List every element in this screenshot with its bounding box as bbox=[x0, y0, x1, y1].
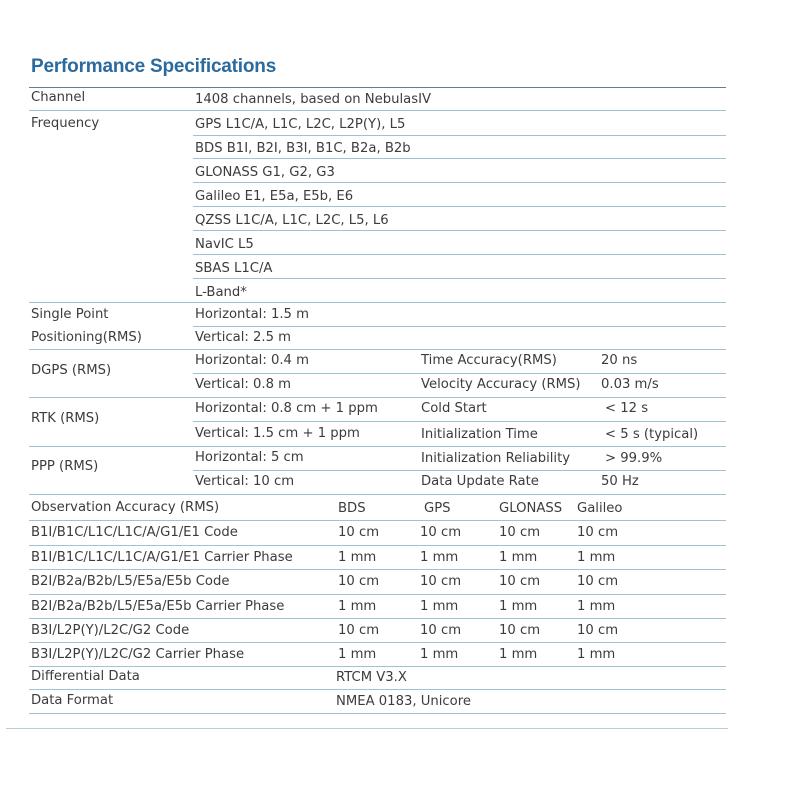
row-divider bbox=[29, 446, 726, 447]
observation-cell: 1 mm bbox=[577, 550, 616, 565]
observation-row-label: B2I/B2a/B2b/L5/E5a/E5b Code bbox=[31, 574, 230, 589]
row-divider bbox=[29, 520, 726, 521]
column-header-bds: BDS bbox=[338, 501, 366, 516]
data-update-rate-label: Data Update Rate bbox=[421, 474, 539, 489]
observation-row-label: B3I/L2P(Y)/L2C/G2 Carrier Phase bbox=[31, 647, 245, 662]
column-header-galileo: Galileo bbox=[577, 501, 623, 516]
row-divider bbox=[29, 569, 726, 570]
column-header-glonass: GLONASS bbox=[499, 501, 563, 516]
observation-cell: 1 mm bbox=[420, 599, 459, 614]
velocity-accuracy-label: Velocity Accuracy (RMS) bbox=[421, 377, 581, 392]
differential-data-label: Differential Data bbox=[31, 669, 140, 684]
observation-cell: 1 mm bbox=[420, 647, 459, 662]
cold-start-label: Cold Start bbox=[421, 401, 487, 416]
section-title: Performance Specifications bbox=[31, 56, 277, 77]
observation-cell: 10 cm bbox=[577, 623, 619, 638]
frequency-label: Frequency bbox=[31, 116, 100, 131]
observation-cell: 10 cm bbox=[577, 574, 619, 589]
data-format-label: Data Format bbox=[31, 693, 114, 708]
row-divider bbox=[29, 545, 726, 546]
channel-label: Channel bbox=[31, 90, 86, 105]
observation-row-label: B2I/B2a/B2b/L5/E5a/E5b Carrier Phase bbox=[31, 599, 285, 614]
row-divider bbox=[29, 689, 726, 690]
row-divider bbox=[29, 349, 726, 350]
frequency-value: Galileo E1, E5a, E5b, E6 bbox=[195, 189, 354, 204]
row-divider bbox=[29, 642, 726, 643]
row-divider bbox=[193, 254, 726, 255]
observation-cell: 10 cm bbox=[420, 525, 462, 540]
row-divider bbox=[29, 110, 726, 111]
rtk-vertical: Vertical: 1.5 cm + 1 ppm bbox=[195, 426, 360, 441]
row-divider bbox=[29, 494, 726, 495]
observation-cell: 10 cm bbox=[338, 525, 380, 540]
observation-cell: 1 mm bbox=[338, 599, 377, 614]
data-update-rate-value: 50 Hz bbox=[601, 474, 639, 489]
table-top-rule bbox=[29, 87, 726, 88]
observation-header: Observation Accuracy (RMS) bbox=[31, 500, 220, 515]
data-format-value: NMEA 0183, Unicore bbox=[336, 694, 471, 709]
observation-cell: 1 mm bbox=[338, 647, 377, 662]
cold-start-value: < 12 s bbox=[605, 401, 649, 416]
observation-cell: 1 mm bbox=[499, 647, 538, 662]
dgps-vertical: Vertical: 0.8 m bbox=[195, 377, 292, 392]
observation-cell: 10 cm bbox=[420, 574, 462, 589]
observation-row-label: B1I/B1C/L1C/L1C/A/G1/E1 Carrier Phase bbox=[31, 550, 293, 565]
channel-value: 1408 channels, based on NebulasIV bbox=[195, 92, 432, 107]
ppp-vertical: Vertical: 10 cm bbox=[195, 474, 295, 489]
differential-data-value: RTCM V3.X bbox=[336, 670, 407, 685]
row-divider bbox=[193, 182, 726, 183]
initialization-reliability-label: Initialization Reliability bbox=[421, 451, 571, 466]
observation-cell: 10 cm bbox=[338, 623, 380, 638]
observation-cell: 1 mm bbox=[577, 647, 616, 662]
frequency-value: BDS B1I, B2I, B3I, B1C, B2a, B2b bbox=[195, 141, 411, 156]
observation-cell: 1 mm bbox=[499, 599, 538, 614]
row-divider bbox=[29, 713, 726, 714]
frequency-value: GPS L1C/A, L1C, L2C, L2P(Y), L5 bbox=[195, 117, 406, 132]
row-divider bbox=[29, 397, 726, 398]
observation-cell: 1 mm bbox=[499, 550, 538, 565]
frequency-value: GLONASS G1, G2, G3 bbox=[195, 165, 335, 180]
frequency-value: NavIC L5 bbox=[195, 237, 254, 252]
row-divider bbox=[29, 594, 726, 595]
observation-cell: 10 cm bbox=[499, 623, 541, 638]
row-divider bbox=[193, 421, 726, 422]
initialization-time-value: < 5 s (typical) bbox=[605, 427, 699, 442]
frequency-value: SBAS L1C/A bbox=[195, 261, 273, 276]
rtk-horizontal: Horizontal: 0.8 cm + 1 ppm bbox=[195, 401, 378, 416]
observation-row-label: B3I/L2P(Y)/L2C/G2 Code bbox=[31, 623, 190, 638]
velocity-accuracy-value: 0.03 m/s bbox=[601, 377, 659, 392]
frequency-value: L-Band* bbox=[195, 285, 247, 300]
dgps-label: DGPS (RMS) bbox=[31, 363, 112, 378]
row-divider bbox=[193, 326, 726, 327]
row-divider bbox=[193, 135, 726, 136]
table-bottom-rule bbox=[6, 728, 728, 729]
column-header-gps: GPS bbox=[424, 501, 451, 516]
observation-cell: 10 cm bbox=[499, 525, 541, 540]
row-divider bbox=[193, 206, 726, 207]
observation-cell: 1 mm bbox=[338, 550, 377, 565]
row-divider bbox=[193, 470, 726, 471]
row-divider bbox=[193, 373, 726, 374]
rtk-label: RTK (RMS) bbox=[31, 411, 100, 426]
observation-cell: 10 cm bbox=[420, 623, 462, 638]
single-point-horizontal: Horizontal: 1.5 m bbox=[195, 307, 309, 322]
observation-cell: 10 cm bbox=[338, 574, 380, 589]
time-accuracy-label: Time Accuracy(RMS) bbox=[421, 353, 557, 368]
observation-cell: 1 mm bbox=[420, 550, 459, 565]
dgps-horizontal: Horizontal: 0.4 m bbox=[195, 353, 309, 368]
single-point-vertical: Vertical: 2.5 m bbox=[195, 330, 292, 345]
row-divider bbox=[29, 618, 726, 619]
observation-cell: 1 mm bbox=[577, 599, 616, 614]
single-point-label-line1: Single Point bbox=[31, 307, 109, 322]
initialization-reliability-value: > 99.9% bbox=[605, 451, 663, 466]
observation-cell: 10 cm bbox=[577, 525, 619, 540]
row-divider bbox=[193, 230, 726, 231]
single-point-label-line2: Positioning(RMS) bbox=[31, 330, 142, 345]
initialization-time-label: Initialization Time bbox=[421, 427, 538, 442]
row-divider bbox=[193, 278, 726, 279]
ppp-horizontal: Horizontal: 5 cm bbox=[195, 450, 304, 465]
frequency-value: QZSS L1C/A, L1C, L2C, L5, L6 bbox=[195, 213, 389, 228]
row-divider bbox=[29, 666, 726, 667]
row-divider bbox=[29, 302, 726, 303]
row-divider bbox=[193, 158, 726, 159]
time-accuracy-value: 20 ns bbox=[601, 353, 638, 368]
ppp-label: PPP (RMS) bbox=[31, 459, 99, 474]
observation-row-label: B1I/B1C/L1C/L1C/A/G1/E1 Code bbox=[31, 525, 238, 540]
observation-cell: 10 cm bbox=[499, 574, 541, 589]
